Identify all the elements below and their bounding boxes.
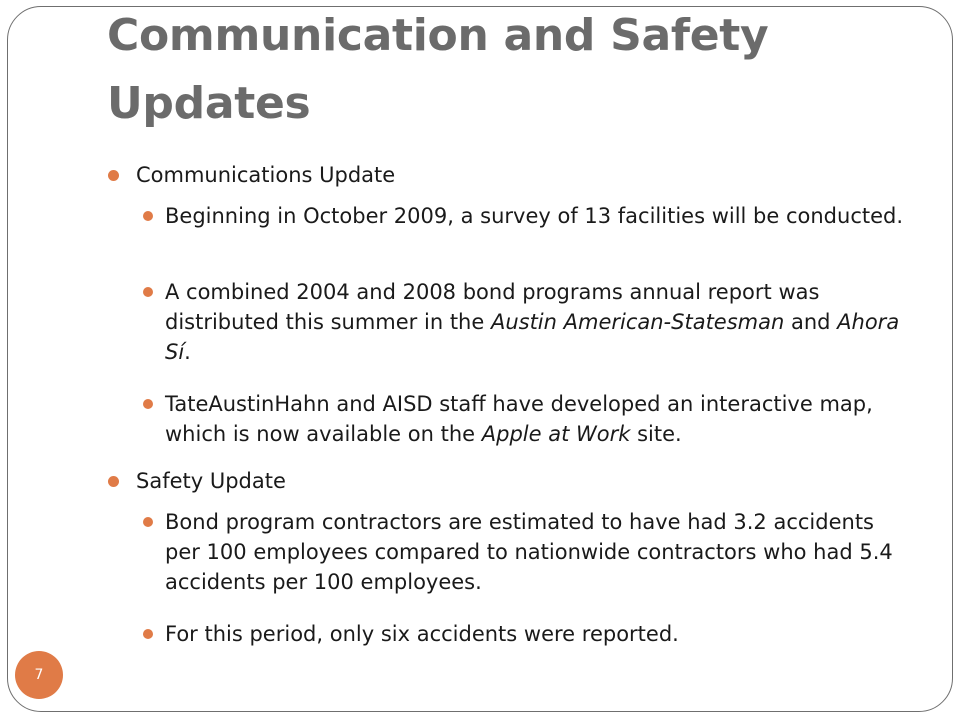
page-number-badge: 7 bbox=[15, 651, 63, 699]
list-item bbox=[165, 277, 910, 367]
section-heading-safety: Safety Update bbox=[136, 469, 286, 493]
list-item-text: TateAustinHahn and AISD staff have developed an interactive map, which is now available on the bbox=[165, 392, 873, 446]
slide-title: Communication and Safety Updates bbox=[107, 10, 769, 129]
bullet-icon bbox=[143, 399, 153, 409]
list-item-text: site. bbox=[630, 422, 682, 446]
bullet-icon bbox=[143, 287, 153, 297]
list-item-text: and bbox=[784, 310, 838, 334]
publication-name: Ahora Sí bbox=[165, 310, 900, 364]
bullet-icon bbox=[143, 517, 153, 527]
bullet-icon bbox=[108, 476, 119, 487]
section-heading-communications: Communications Update bbox=[136, 163, 396, 187]
list-item: Bond program contractors are estimated to have had 3.2 accidents per 100 employees compared to nationwide contractors who had 5.4 accidents per 100 employees. bbox=[165, 510, 893, 594]
list-item bbox=[165, 389, 910, 449]
publication-name: Austin American-Statesman bbox=[490, 310, 785, 334]
site-name: Apple at Work bbox=[481, 422, 631, 446]
list-item: For this period, only six accidents were reported. bbox=[165, 622, 679, 646]
list-item: Beginning in October 2009, a survey of 13 facilities will be conducted. bbox=[165, 204, 904, 228]
list-item-text: . bbox=[184, 340, 191, 364]
bullet-icon bbox=[143, 629, 153, 639]
list-item-text: A combined 2004 and 2008 bond programs annual report was distributed this summer in the bbox=[165, 280, 820, 334]
bullet-icon bbox=[108, 170, 119, 181]
bullet-icon bbox=[143, 211, 153, 221]
